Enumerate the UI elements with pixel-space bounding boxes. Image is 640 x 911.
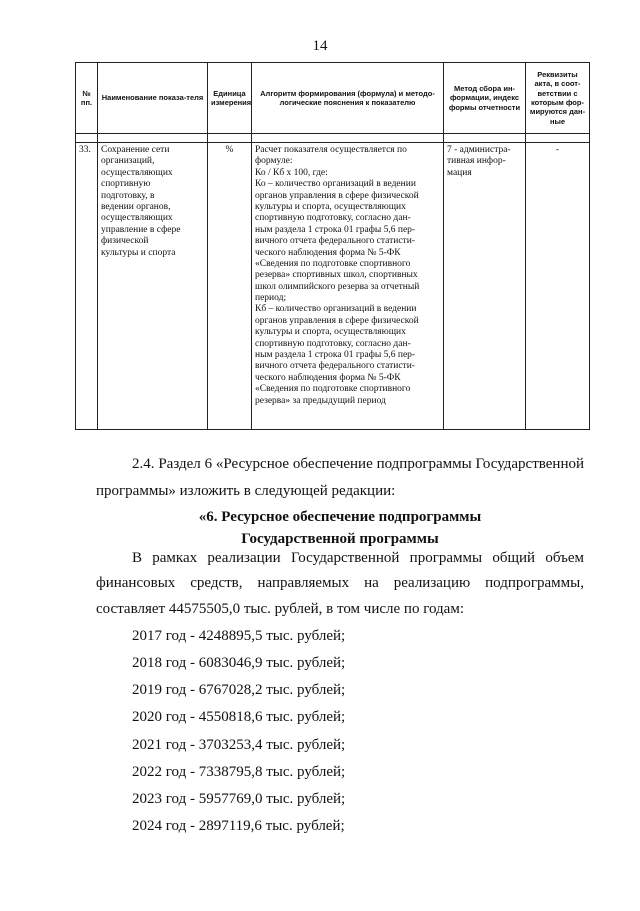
row-requisites: -	[526, 143, 590, 430]
header-unit: Единица измерения	[208, 63, 252, 134]
header-requisites: Реквизиты акта, в соот-ветствии с которым фор-мируются дан-ные	[526, 63, 590, 134]
year-line-2018: 2018 год - 6083046,9 тыс. рублей;	[132, 655, 346, 671]
indicators-table	[75, 62, 590, 430]
paragraph-2-line-3: составляет 44575505,0 тыс. рублей, в том числе по годам:	[96, 601, 464, 617]
paragraph-2-line-2: финансовых средств, направляемых на реализацию подпрограммы,	[96, 575, 584, 591]
year-line-2019: 2019 год - 6767028,2 тыс. рублей;	[132, 682, 346, 698]
row-number: 33.	[76, 143, 98, 430]
year-line-2021: 2021 год - 3703253,4 тыс. рублей;	[132, 737, 346, 753]
header-name: Наименование показа-теля	[98, 63, 208, 134]
row-unit: %	[208, 143, 252, 430]
paragraph-1-line-2: программы» изложить в следующей редакции:	[96, 483, 396, 499]
table-row	[76, 143, 590, 430]
row-algorithm: Расчет показателя осуществляется по формуле: Ко / Кб х 100, где: Ко – количество организаций в ведении органов управления в сфере физической культуры и спорта, осуществляющих спортивную подготовку, согласно дан- ным раздела 1 строка 01 графы 5,6 пер- вичного отчета федерального статисти- ческого наблюдения форма № 5-ФК «Сведения по подготовке спортивного резерва» спортивных школ, спортивных школ олимпийского резерва за отчетный период; Кб – количество организаций в ведении органов управления в сфере физической культуры и спорта, осуществляющих спортивную подготовку, согласно дан- ным раздела 1 строка 01 графы 5,6 пер- вичного отчета федерального статисти- ческого наблюдения форма № 5-ФК «Сведения по подготовке спортивного резерва» за предыдущий период	[252, 143, 444, 430]
table-spacer-row	[76, 134, 590, 143]
header-number: № пп.	[76, 63, 98, 134]
section-heading-line-2: Государственной программы	[241, 531, 439, 547]
year-line-2023: 2023 год - 5957769,0 тыс. рублей;	[132, 791, 346, 807]
table-header-row	[76, 63, 590, 134]
paragraph-2-line-1: В рамках реализации Государственной программы общий объем	[132, 550, 584, 566]
header-algorithm: Алгоритм формирования (формула) и методо-логические пояснения к показателю	[252, 63, 444, 134]
row-name: Сохранение сети организаций, осуществляющих спортивную подготовку, в ведении органов, осуществляющих управление в сфере физической культуры и спорта	[98, 143, 208, 430]
year-line-2020: 2020 год - 4550818,6 тыс. рублей;	[132, 709, 346, 725]
section-heading-line-1: «6. Ресурсное обеспечение подпрограммы	[198, 509, 482, 525]
page-number: 14	[312, 38, 328, 54]
year-line-2022: 2022 год - 7338795,8 тыс. рублей;	[132, 764, 346, 780]
header-method: Метод сбора ин-формации, индекс формы отчетности	[444, 63, 526, 134]
year-line-2024: 2024 год - 2897119,6 тыс. рублей;	[132, 818, 345, 834]
row-method: 7 - администра- тивная инфор- мация	[444, 143, 526, 430]
year-line-2017: 2017 год - 4248895,5 тыс. рублей;	[132, 628, 346, 644]
paragraph-1-line-1: 2.4. Раздел 6 «Ресурсное обеспечение подпрограммы Государственной	[132, 456, 584, 472]
